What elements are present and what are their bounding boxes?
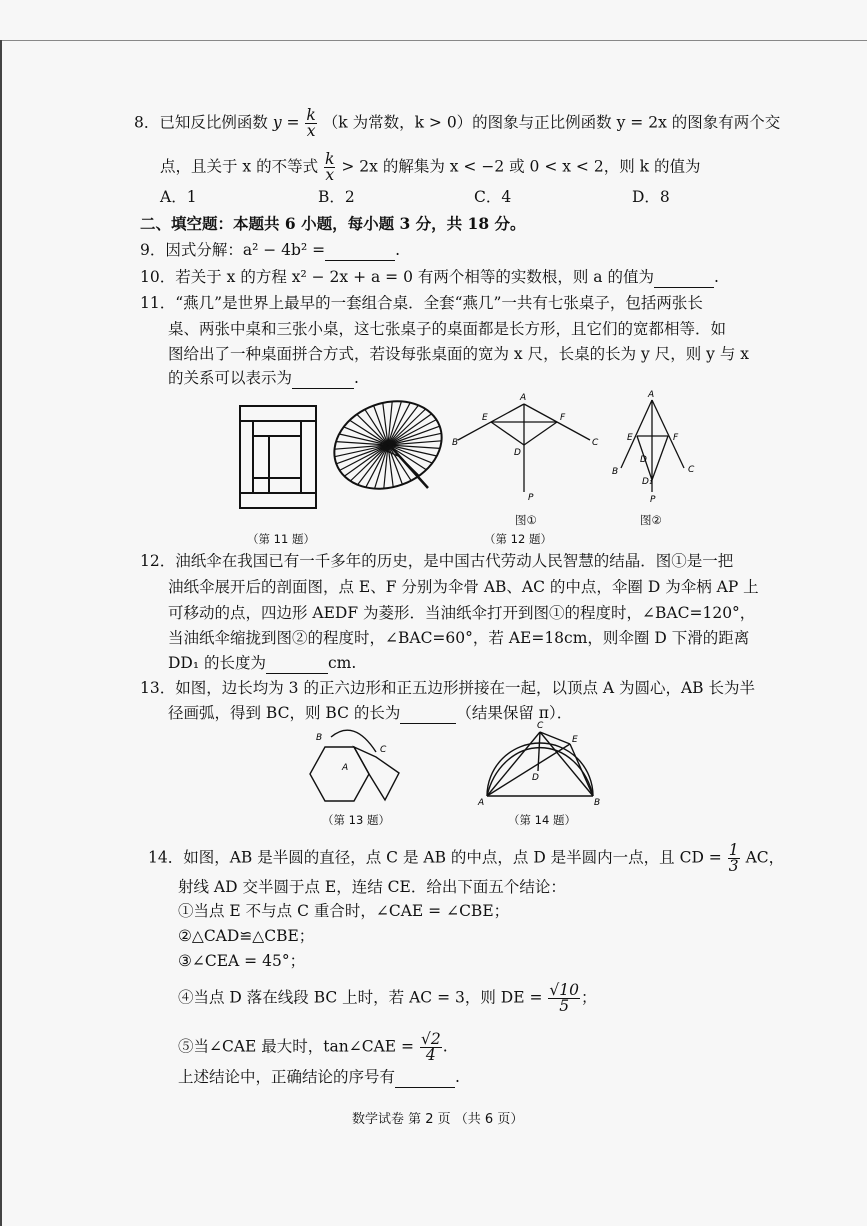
- fig12-1-label-a: A: [520, 393, 527, 403]
- q12-line3: 可移动的点，四边形 AEDF 为菱形．当油纸伞打开到图①的程度时，∠BAC=120°，: [168, 604, 756, 622]
- q8-text-d: > 2x 的解集为 x < −2 或 0 < x < 2，则 k 的值为: [341, 157, 701, 176]
- fig12-2-caption: 图②: [640, 513, 662, 527]
- fig13-label-c: C: [380, 745, 387, 755]
- q14-c4-fraction: $\frac{√10}{5}$: [549, 981, 579, 1015]
- fig13-label-b: B: [316, 733, 323, 743]
- fig13-caption: （第 13 题）: [322, 813, 390, 827]
- umbrella-illustration: [322, 387, 454, 504]
- fig14-label-d: D: [532, 773, 539, 783]
- q14-conclusion-3: ③∠CEA = 45°；: [178, 952, 306, 970]
- q13-line2: 径画弧，得到 BC，则 BC 的长为 （结果保留 π）．: [168, 704, 573, 722]
- fig12-2-label-b: B: [612, 467, 619, 477]
- fig12-2-label-d: D: [640, 455, 647, 465]
- fig14-label-c: C: [537, 721, 544, 731]
- q13-line1: 13．如图，边长均为 3 的正六边形和正五边形拼接在一起，以顶点 A 为圆心，AB 长为半: [140, 679, 755, 697]
- fig11-caption: （第 11 题）: [247, 532, 315, 546]
- q14-line2: 射线 AD 交半圆于点 E，连结 CE．给出下面五个结论：: [178, 878, 566, 896]
- fig12-1-label-e: E: [482, 413, 488, 423]
- q9: 9．因式分解：a² − 4b² = .: [140, 241, 401, 259]
- fig12-2-label-d1: D₁: [642, 477, 653, 487]
- q8-option-c: C．4: [474, 188, 512, 206]
- q8-ineq-fraction: $\frac{k}{x}$: [325, 150, 335, 184]
- q11-line1: 11．“燕几”是世界上最早的一套组合桌．全套“燕几”一共有七张桌子，包括两张长: [140, 294, 703, 312]
- fig14-label-e: E: [572, 735, 578, 745]
- q14-conclusion-1: ①当点 E 不与点 C 重合时，∠CAE = ∠CBE；: [178, 902, 510, 920]
- q14-last-line: 上述结论中，正确结论的序号有 .: [178, 1068, 460, 1086]
- fig12-caption: （第 12 题）: [484, 532, 552, 546]
- q14-c5-fraction: $\frac{√2}{4}$: [420, 1030, 441, 1064]
- q8-option-b: B．2: [318, 188, 355, 206]
- fig11-table-diagram: [240, 406, 316, 508]
- q14-conclusion-2: ②△CAD≌△CBE；: [178, 927, 315, 945]
- fig13-label-a: A: [342, 763, 349, 773]
- q10: 10．若关于 x 的方程 x² − 2x + a = 0 有两个相等的实数根，则 a 的值为 .: [140, 268, 719, 286]
- fig12-1-label-d: D: [514, 448, 521, 458]
- q11-line2: 桌、两张中桌和三张小桌，这七张桌子的桌面都是长方形，且它们的宽都相等．如: [168, 320, 727, 338]
- q11-line3: 图给出了一种桌面拼合方式，若设每张桌面的宽为 x 尺，长桌的长为 y 尺，则 y 与 x: [168, 345, 749, 363]
- q12-line1: 12．油纸伞在我国已有一千多年的历史，是中国古代劳动人民智慧的结晶．图①是一把: [140, 552, 734, 570]
- fig12-2-label-e: E: [627, 433, 633, 443]
- umbrella-rib: [357, 414, 388, 445]
- fig14-label-a: A: [478, 798, 485, 808]
- q14-conclusion-5: ⑤当∠CAE 最大时，tan∠CAE = $\frac{√2}{4}$ .: [178, 1030, 448, 1064]
- page-footer: 数学试卷 第 2 页 （共 6 页）: [352, 1112, 524, 1127]
- fig12-2-label-p: P: [650, 495, 656, 505]
- fig12-1-diagram: [458, 404, 590, 492]
- q14-line1: 14．如图，AB 是半圆的直径，点 C 是 AB 的中点，点 D 是半圆内一点，且 CD = $\frac{1}{3}$ AC，: [148, 841, 785, 875]
- q8-func-lhs: y =: [272, 113, 300, 132]
- fig12-1-label-p: P: [528, 493, 534, 503]
- fig12-2-label-c: C: [688, 465, 695, 475]
- q8-text-a: 8．已知反比例函数: [134, 113, 268, 132]
- section-title: 二、填空题：本题共 6 小题，每小题 3 分，共 18 分。: [140, 214, 526, 233]
- q8-text-c: 点，且关于 x 的不等式: [160, 157, 319, 176]
- fig12-2-label-f: F: [673, 433, 679, 443]
- fig12-1-label-c: C: [592, 438, 599, 448]
- fig14-label-b: B: [594, 798, 601, 808]
- q12-answer-blank: [266, 653, 328, 674]
- fig13-diagram: [310, 730, 399, 801]
- q8-func-fraction: $\frac{k}{x}$: [306, 106, 316, 140]
- q12-line2: 油纸伞展开后的剖面图，点 E、F 分别为伞骨 AB、AC 的中点，伞圈 D 为伞柄 AP 上: [168, 578, 759, 596]
- q14-answer-blank: [395, 1067, 455, 1088]
- fig12-1-caption: 图①: [515, 513, 537, 527]
- q14-conclusion-4: ④当点 D 落在线段 BC 上时，若 AC = 3，则 DE = $\frac{√10}{5}$ ；: [178, 981, 597, 1015]
- q11-line4: 的关系可以表示为 .: [168, 369, 359, 387]
- q14-cd-fraction: $\frac{1}{3}$: [728, 841, 739, 875]
- q12-line5: DD₁ 的长度为 cm.: [168, 654, 357, 672]
- fig12-1-label-b: B: [452, 438, 459, 448]
- fig12-1-label-f: F: [560, 413, 566, 423]
- q13-answer-blank: [400, 703, 456, 724]
- fig14-caption: （第 14 题）: [508, 813, 576, 827]
- q8-option-d: D．8: [632, 188, 670, 206]
- fig12-2-label-a: A: [648, 390, 655, 400]
- q12-line4: 当油纸伞缩拢到图②的程度时，∠BAC=60°，若 AE=18cm，则伞圈 D 下滑的距离: [168, 629, 750, 647]
- q8-text-b: （k 为常数，k > 0）的图象与正比例函数 y = 2x 的图象有两个交: [322, 113, 781, 132]
- q8-option-a: A．1: [160, 188, 197, 206]
